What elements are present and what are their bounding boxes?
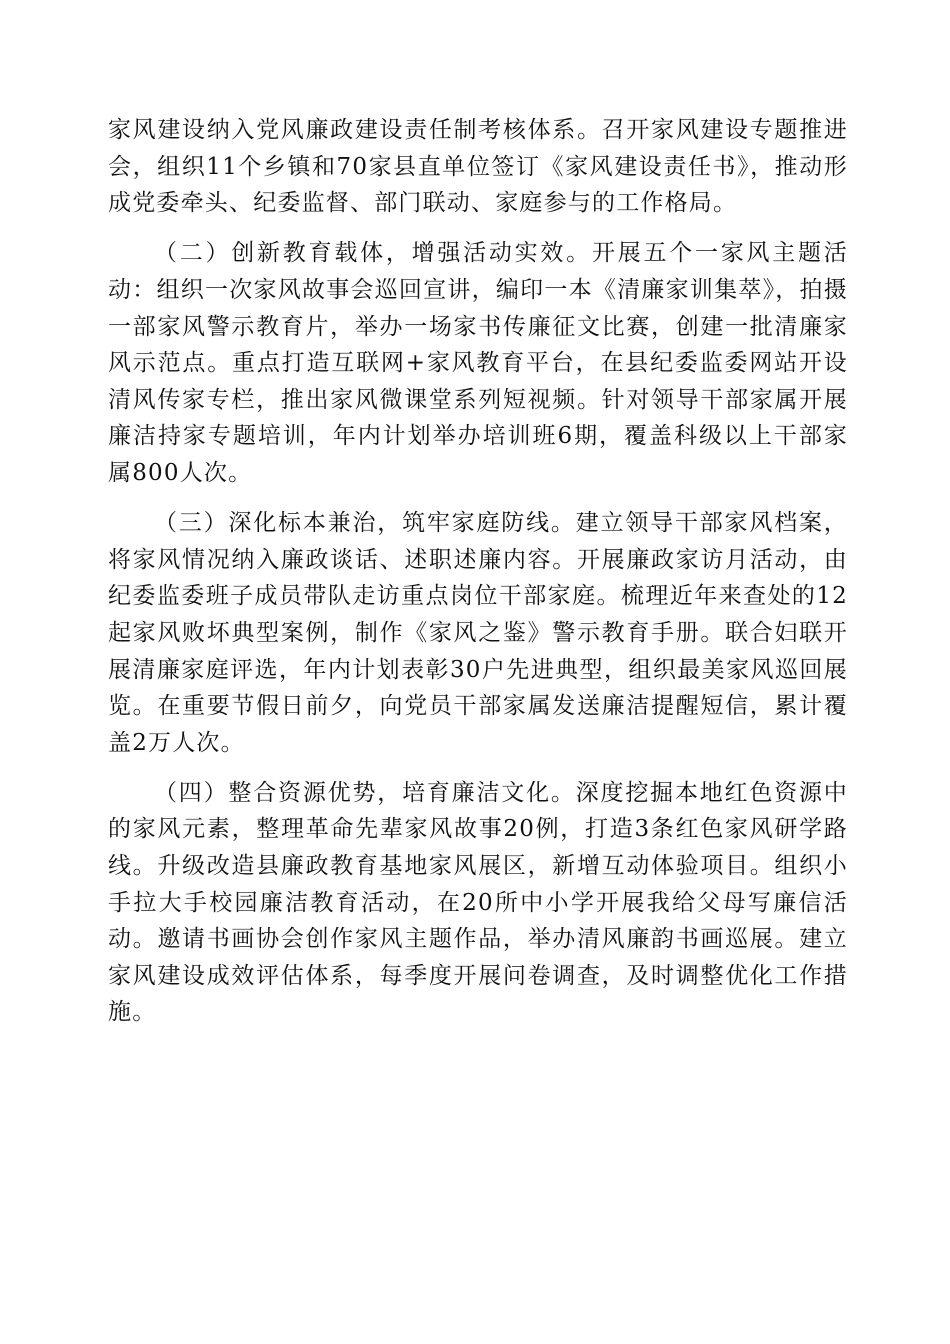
paragraph-3: （三）深化标本兼治，筑牢家庭防线。建立领导干部家风档案，将家风情况纳入廉政谈话、述职述廉内容。开展廉政家访月活动，由纪委监委班子成员带队走访重点岗位干部家庭。梳理近年来查处的12起家风败坏典型案例，制作《家风之鉴》警示教育手册。联合妇联开展清廉家庭评选，年内计划表彰30户先进典型，组织最美家风巡回展览。在重要节假日前夕，向党员干部家属发送廉洁提醒短信，累计覆盖2万人次。: [108, 510, 848, 756]
paragraph-1: 家风建设纳入党风廉政建设责任制考核体系。召开家风建设专题推进会，组织11个乡镇和70家县直单位签订《家风建设责任书》，推动形成党委牵头、纪委监督、部门联动、家庭参与的工作格局。: [108, 117, 848, 217]
document-body: [108, 112, 848, 1045]
paragraph-2: （二）创新教育载体，增强活动实效。开展五个一家风主题活动：组织一次家风故事会巡回宣讲，编印一本《清廉家训集萃》，拍摄一部家风警示教育片，举办一场家书传廉征文比赛，创建一批清廉家风示范点。重点打造互联网+家风教育平台，在县纪委监委网站开设清风传家专栏，推出家风微课堂系列短视频。针对领导干部家属开展廉洁持家专题培训，年内计划举办培训班6期，覆盖科级以上干部家属800人次。: [108, 240, 848, 486]
paragraph-4: （四）整合资源优势，培育廉洁文化。深度挖掘本地红色资源中的家风元素，整理革命先辈家风故事20例，打造3条红色家风研学路线。升级改造县廉政教育基地家风展区，新增互动体验项目。组织小手拉大手校园廉洁教育活动，在20所中小学开展我给父母写廉信活动。邀请书画协会创作家风主题作品，举办清风廉韵书画巡展。建立家风建设成效评估体系，每季度开展问卷调查，及时调整优化工作措施。: [108, 779, 848, 1026]
